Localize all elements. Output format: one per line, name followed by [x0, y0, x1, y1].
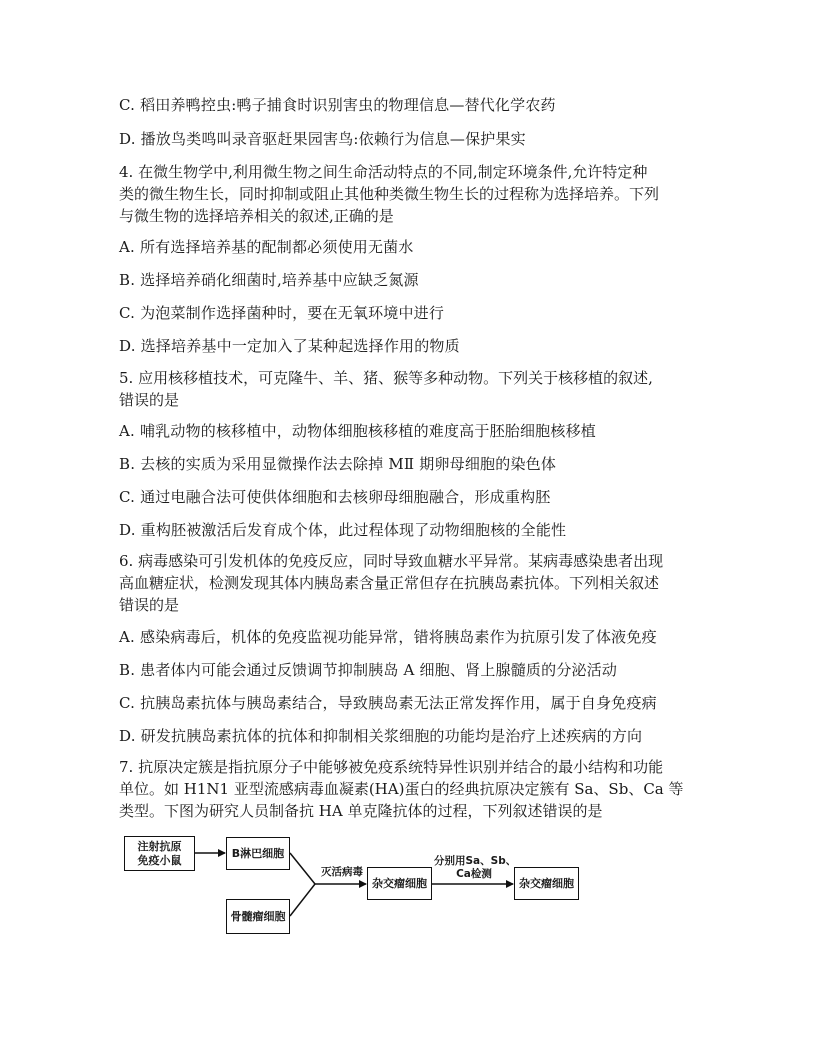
label-detect-line1: 分别用Sa、Sb、	[434, 855, 517, 867]
q5-option-b: B. 去核的实质为采用显微操作法去除掉 MⅡ 期卵母细胞的染色体	[119, 455, 557, 473]
q6-option-a: A. 感染病毒后，机体的免疫监视功能异常，错将胰岛素作为抗原引发了体液免疫	[119, 628, 657, 646]
box-myeloma-cell: 骨髓瘤细胞	[226, 899, 290, 934]
q3-option-d: D. 播放鸟类鸣叫录音驱赶果园害鸟:依赖行为信息—保护果实	[119, 130, 526, 148]
q6-stem-line: 6. 病毒感染可引发机体的免疫反应，同时导致血糖水平异常。某病毒感染患者出现	[119, 552, 664, 570]
q4-stem-line: 4. 在微生物学中,利用微生物之间生命活动特点的不同,制定环境条件,允许特定种	[119, 163, 648, 181]
label-detect-line2: Ca检测	[456, 868, 492, 880]
q5-option-a: A. 哺乳动物的核移植中，动物体细胞核移植的难度高于胚胎细胞核移植	[119, 422, 596, 440]
q5-stem-line: 错误的是	[119, 391, 180, 409]
q5-option-c: C. 通过电融合法可使供体细胞和去核卵母细胞融合，形成重构胚	[119, 488, 551, 506]
q7-stem-line: 类型。下图为研究人员制备抗 HA 单克隆抗体的过程，下列叙述错误的是	[119, 802, 603, 820]
q4-stem-line: 与微生物的选择培养相关的叙述,正确的是	[119, 207, 394, 225]
q6-stem-line: 高血糖症状，检测发现其体内胰岛素含量正常但存在抗胰岛素抗体。下列相关叙述	[119, 574, 660, 592]
connector-bcell	[290, 853, 315, 884]
box-inject-mouse	[124, 836, 195, 871]
q4-option-b: B. 选择培养硝化细菌时,培养基中应缺乏氮源	[119, 271, 419, 289]
label-inactivated-virus: 灭活病毒	[321, 866, 363, 878]
box-inject-line2: 免疫小鼠	[137, 853, 182, 867]
q5-stem-line: 5. 应用核移植技术，可克隆牛、羊、猪、猴等多种动物。下列关于核移植的叙述,	[119, 369, 653, 387]
q4-option-d: D. 选择培养基中一定加入了某种起选择作用的物质	[119, 337, 460, 355]
box-hybridoma-2: 杂交瘤细胞	[514, 867, 579, 900]
q7-stem-line: 单位。如 H1N1 亚型流感病毒血凝素(HA)蛋白的经典抗原决定簇有 Sa、Sb、Ca 等	[119, 780, 684, 798]
connector-myeloma	[290, 884, 315, 916]
box-hybridoma-1: 杂交瘤细胞	[367, 867, 432, 900]
label-detect	[434, 855, 517, 881]
q5-option-d: D. 重构胚被激活后发育成个体，此过程体现了动物细胞核的全能性	[119, 521, 567, 539]
q4-option-c: C. 为泡菜制作选择菌种时，要在无氧环境中进行	[119, 304, 445, 322]
q4-stem-line: 类的微生物生长，同时抑制或阻止其他种类微生物生长的过程称为选择培养。下列	[119, 185, 660, 203]
q6-option-b: B. 患者体内可能会通过反馈调节抑制胰岛 A 细胞、肾上腺髓质的分泌活动	[119, 661, 618, 679]
box-b-lymphocyte: B淋巴细胞	[226, 837, 290, 870]
q3-option-c: C. 稻田养鸭控虫:鸭子捕食时识别害虫的物理信息—替代化学农药	[119, 96, 556, 114]
box-inject-line1: 注射抗原	[137, 839, 182, 853]
q4-option-a: A. 所有选择培养基的配制都必须使用无菌水	[119, 238, 414, 256]
q6-option-d: D. 研发抗胰岛素抗体的抗体和抑制相关浆细胞的功能均是治疗上述疾病的方向	[119, 727, 643, 745]
q6-option-c: C. 抗胰岛素抗体与胰岛素结合，导致胰岛素无法正常发挥作用，属于自身免疫病	[119, 694, 657, 712]
q6-stem-line: 错误的是	[119, 596, 180, 614]
q7-stem-line: 7. 抗原决定簇是指抗原分子中能够被免疫系统特异性识别并结合的最小结构和功能	[119, 758, 664, 776]
